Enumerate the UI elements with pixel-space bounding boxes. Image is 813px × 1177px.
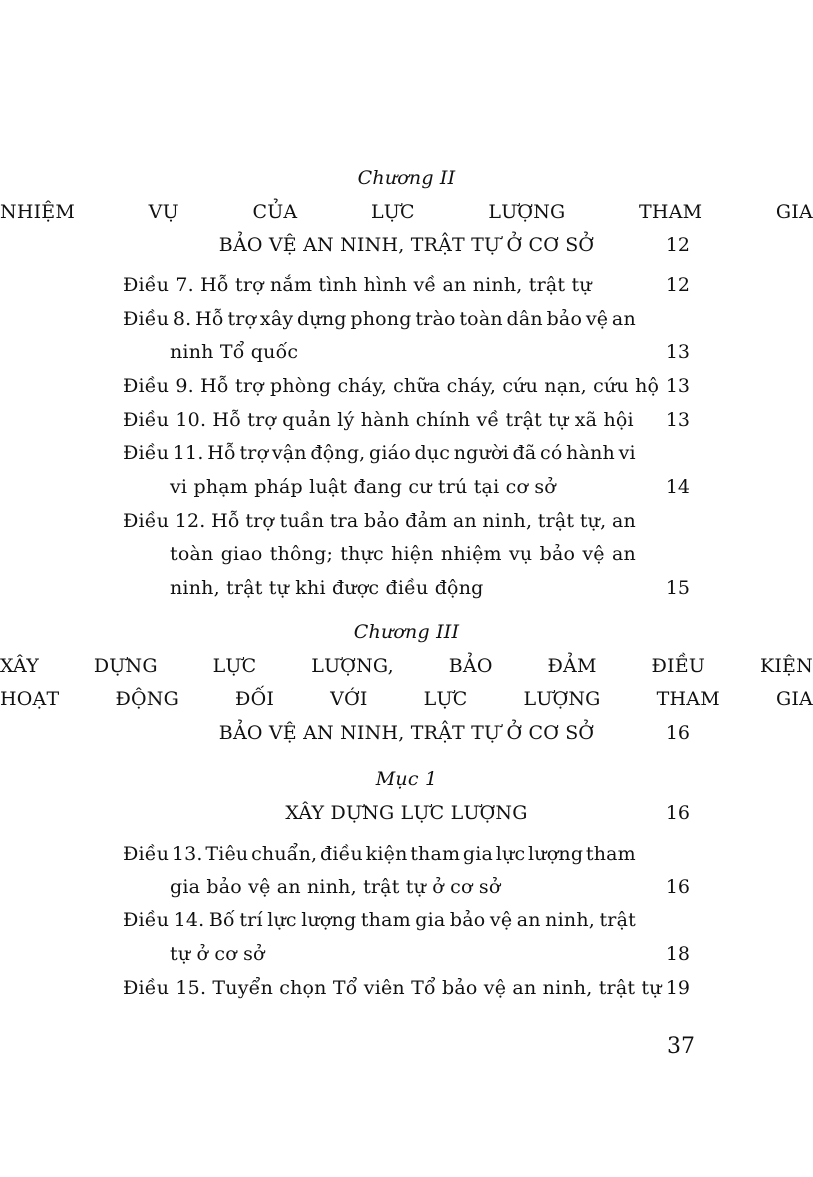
toc-entry-dieu-8-page: 13 bbox=[665, 341, 690, 363]
chapter-3-title-line-1: XÂY DỰNG LỰC LƯỢNG, BẢO ĐẢM ĐIỀU KIỆN bbox=[0, 655, 813, 677]
chapter-3-heading: Chương III bbox=[353, 621, 460, 643]
chapter-2-page: 12 bbox=[665, 234, 690, 256]
toc-entry-dieu-7-page: 12 bbox=[665, 274, 690, 296]
toc-entry-dieu-13-line-2: gia bảo vệ an ninh, trật tự ở cơ sở bbox=[170, 876, 501, 898]
toc-entry-dieu-12-line-3: ninh, trật tự khi được điều động bbox=[170, 577, 484, 599]
toc-entry-dieu-9-page: 13 bbox=[665, 375, 690, 397]
toc-entry-dieu-15-line-1: Điều 15. Tuyển chọn Tổ viên Tổ bảo vệ an ninh, trật tự bbox=[123, 977, 662, 999]
toc-entry-dieu-10-line-1: Điều 10. Hỗ trợ quản lý hành chính về trật tự xã hội bbox=[123, 409, 634, 431]
toc-entry-dieu-7-line-1: Điều 7. Hỗ trợ nắm tình hình về an ninh, trật tự bbox=[123, 274, 592, 296]
toc-entry-dieu-13-page: 16 bbox=[665, 876, 690, 898]
toc-entry-dieu-9-line-1: Điều 9. Hỗ trợ phòng cháy, chữa cháy, cứu nạn, cứu hộ bbox=[123, 375, 660, 397]
chapter-3-title-line-3: BẢO VỆ AN NINH, TRẬT TỰ Ở CƠ SỞ bbox=[218, 722, 595, 744]
chapter-3-page: 16 bbox=[665, 722, 690, 744]
toc-entry-dieu-13-line-1: Điều 13. Tiêu chuẩn, điều kiện tham gia lực lượng tham bbox=[123, 843, 636, 865]
toc-entry-dieu-11-page: 14 bbox=[665, 476, 690, 498]
page-number: 37 bbox=[667, 1034, 695, 1059]
chapter-2-title-line-1: NHIỆM VỤ CỦA LỰC LƯỢNG THAM GIA bbox=[0, 201, 813, 223]
toc-entry-dieu-10-page: 13 bbox=[665, 409, 690, 431]
toc-entry-dieu-12-page: 15 bbox=[665, 577, 690, 599]
toc-entry-dieu-14-line-1: Điều 14. Bố trí lực lượng tham gia bảo vệ an ninh, trật bbox=[123, 909, 636, 931]
section-1-title: XÂY DỰNG LỰC LƯỢNG bbox=[285, 802, 528, 824]
toc-entry-dieu-11-line-1: Điều 11. Hỗ trợ vận động, giáo dục người đã có hành vi bbox=[123, 442, 636, 464]
section-1-heading: Mục 1 bbox=[375, 768, 438, 790]
chapter-2-title-line-2: BẢO VỆ AN NINH, TRẬT TỰ Ở CƠ SỞ bbox=[218, 234, 595, 256]
toc-entry-dieu-12-line-2: toàn giao thông; thực hiện nhiệm vụ bảo vệ an bbox=[170, 543, 636, 565]
chapter-2-heading: Chương II bbox=[357, 167, 456, 189]
section-1-page: 16 bbox=[665, 802, 690, 824]
toc-entry-dieu-8-line-2: ninh Tổ quốc bbox=[170, 341, 299, 363]
toc-entry-dieu-15-page: 19 bbox=[665, 977, 690, 999]
toc-entry-dieu-12-line-1: Điều 12. Hỗ trợ tuần tra bảo đảm an ninh, trật tự, an bbox=[123, 510, 636, 532]
toc-entry-dieu-14-page: 18 bbox=[665, 943, 690, 965]
chapter-3-title-line-2: HOẠT ĐỘNG ĐỐI VỚI LỰC LƯỢNG THAM GIA bbox=[0, 688, 813, 710]
toc-entry-dieu-8-line-1: Điều 8. Hỗ trợ xây dựng phong trào toàn dân bảo vệ an bbox=[123, 308, 636, 330]
toc-entry-dieu-14-line-2: tự ở cơ sở bbox=[170, 943, 265, 965]
toc-entry-dieu-11-line-2: vi phạm pháp luật đang cư trú tại cơ sở bbox=[170, 476, 556, 498]
